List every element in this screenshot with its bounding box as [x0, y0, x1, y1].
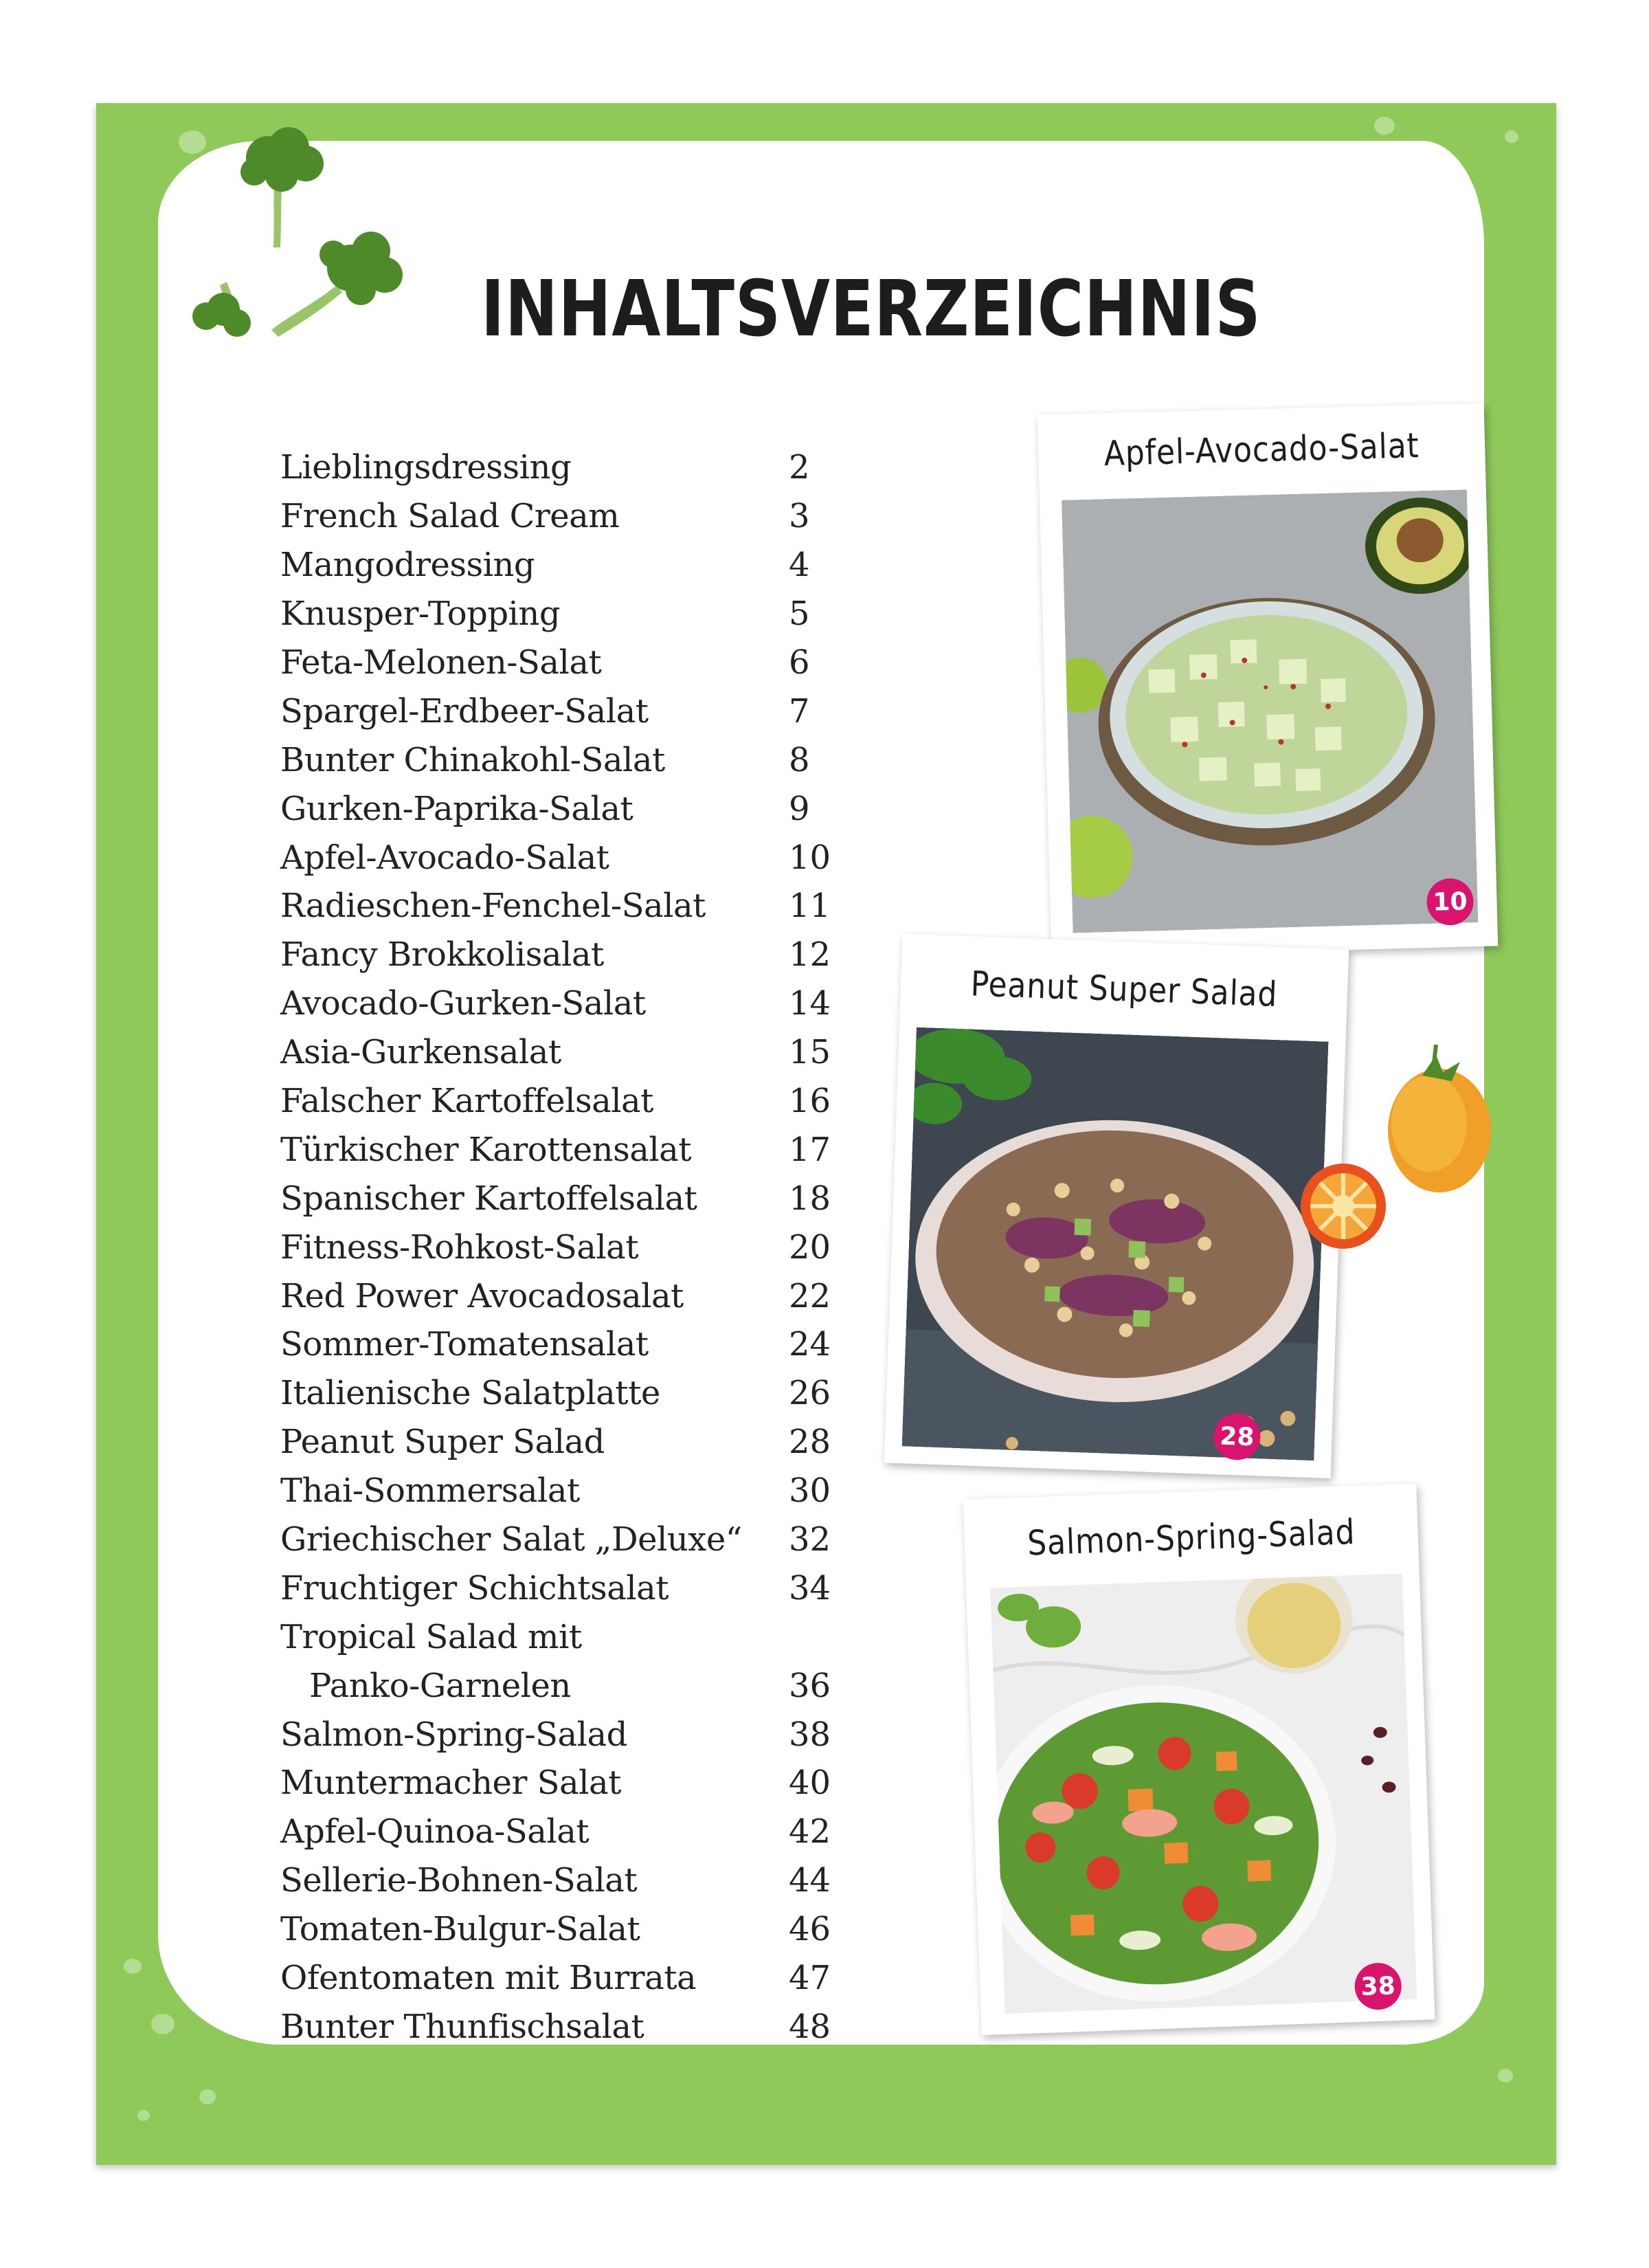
toc-title: Apfel-Avocado-Salat: [280, 838, 609, 877]
broccoli-illustration: [186, 110, 440, 371]
toc-title: Sellerie-Bohnen-Salat: [280, 1861, 638, 1900]
toc-title: Lieblingsdressing: [280, 448, 572, 487]
toc-title: Gurken-Paprika-Salat: [280, 789, 633, 828]
toc-title: Red Power Avocadosalat: [280, 1276, 684, 1315]
toc-page: 9: [789, 789, 810, 828]
toc-title: Tomaten-Bulgur-Salat: [280, 1910, 640, 1949]
toc-row[interactable]: [280, 735, 837, 784]
toc-row[interactable]: [280, 1905, 837, 1954]
peanut-salad-photo: [902, 1027, 1329, 1461]
page-badge: 28: [1213, 1412, 1261, 1460]
toc-row[interactable]: [280, 541, 837, 590]
toc-row[interactable]: [280, 638, 837, 687]
toc-row[interactable]: [280, 1710, 837, 1759]
toc-page: 15: [789, 1033, 831, 1072]
toc-page: 16: [789, 1082, 831, 1121]
toc-page: 26: [789, 1374, 831, 1413]
toc-page: 5: [789, 594, 810, 634]
page-badge: 10: [1426, 878, 1474, 926]
page-title: INHALTSVERZEICHNIS: [481, 265, 1261, 354]
toc-row[interactable]: [280, 1954, 837, 2003]
toc-page: 6: [789, 643, 810, 682]
toc-page: 18: [789, 1179, 831, 1218]
toc-row[interactable]: [280, 1223, 837, 1271]
toc-page: 12: [789, 935, 831, 975]
tomato-illustration: [1295, 1027, 1501, 1254]
toc-row[interactable]: [280, 590, 837, 638]
toc-title: Italienische Salatplatte: [280, 1374, 660, 1413]
toc-title: Bunter Chinakohl-Salat: [280, 740, 665, 779]
toc-title: Apfel-Quinoa-Salat: [280, 1812, 590, 1852]
toc-row[interactable]: [280, 1271, 837, 1320]
toc-title: Griechischer Salat „Deluxe“: [280, 1520, 742, 1559]
toc-page: 44: [789, 1861, 831, 1900]
toc-title: Bunter Thunfischsalat: [280, 2007, 644, 2046]
toc-row[interactable]: [280, 687, 837, 735]
toc-row[interactable]: [280, 1418, 837, 1467]
card-caption: Apfel-Avocado-Salat: [1103, 425, 1420, 474]
toc-row[interactable]: [280, 492, 837, 541]
recipe-card-salmon[interactable]: [963, 1484, 1435, 2036]
toc-page: 46: [789, 1910, 831, 1949]
toc-title: Panko-Garnelen: [309, 1666, 571, 1705]
toc-row[interactable]: [280, 1174, 837, 1223]
card-caption: Peanut Super Salad: [969, 964, 1279, 1014]
toc-page: 17: [789, 1130, 831, 1169]
toc-page: 42: [789, 1812, 831, 1852]
toc-row-continuation[interactable]: [280, 1661, 837, 1710]
toc-title: Feta-Melonen-Salat: [280, 643, 602, 682]
recipe-card-apple-avocado[interactable]: [1037, 403, 1498, 958]
toc-page: 10: [789, 838, 831, 877]
toc-title: Salmon-Spring-Salad: [280, 1715, 627, 1754]
toc-title: Avocado-Gurken-Salat: [280, 984, 646, 1023]
toc-page: 38: [789, 1715, 831, 1754]
toc-page: 11: [789, 887, 831, 926]
toc-row[interactable]: [280, 1515, 837, 1564]
toc-title: Falscher Kartoffelsalat: [280, 1082, 653, 1121]
toc-title: Muntermacher Salat: [280, 1764, 621, 1803]
toc-title: Tropical Salad mit: [280, 1617, 582, 1656]
toc-title: Sommer-Tomatensalat: [280, 1325, 649, 1364]
toc-row[interactable]: [280, 1467, 837, 1515]
toc-row[interactable]: [280, 931, 837, 979]
toc-page: 34: [789, 1568, 831, 1608]
toc-page: 32: [789, 1520, 831, 1559]
toc-page: 3: [789, 497, 810, 536]
toc-row[interactable]: [280, 784, 837, 833]
recipe-card-peanut[interactable]: [884, 934, 1349, 1478]
toc-title: Fruchtiger Schichtsalat: [280, 1568, 669, 1608]
toc-page: 30: [789, 1471, 831, 1511]
toc-title: Ofentomaten mit Burrata: [280, 1959, 697, 1998]
toc-page: 22: [789, 1276, 831, 1315]
toc-row[interactable]: [280, 1320, 837, 1369]
toc-row[interactable]: [280, 882, 837, 931]
toc-page: 24: [789, 1325, 831, 1364]
toc-title: Knusper-Topping: [280, 594, 561, 634]
toc-title: Peanut Super Salad: [280, 1423, 605, 1462]
toc-page: 36: [789, 1666, 831, 1705]
toc-page: 2: [789, 448, 810, 487]
toc-row[interactable]: [280, 1612, 837, 1661]
toc-title: Radieschen-Fenchel-Salat: [280, 887, 706, 926]
toc-title: Spanischer Kartoffelsalat: [280, 1179, 697, 1218]
page-badge: 38: [1354, 1962, 1402, 2010]
table-of-contents: [280, 443, 837, 2051]
toc-row[interactable]: [280, 1125, 837, 1174]
toc-page: 8: [789, 740, 810, 779]
toc-page: 28: [789, 1423, 831, 1462]
toc-title: Asia-Gurkensalat: [280, 1033, 561, 1072]
toc-page: 4: [789, 546, 810, 585]
toc-title: Fitness-Rohkost-Salat: [280, 1227, 639, 1267]
toc-row[interactable]: [280, 1856, 837, 1905]
toc-row[interactable]: [280, 1808, 837, 1856]
toc-row[interactable]: [280, 1564, 837, 1612]
toc-title: Fancy Brokkolisalat: [280, 935, 604, 975]
toc-row[interactable]: [280, 979, 837, 1028]
toc-row[interactable]: [280, 833, 837, 882]
toc-row[interactable]: [280, 1369, 837, 1418]
toc-row[interactable]: [280, 443, 837, 492]
toc-page: 47: [789, 1959, 831, 1998]
salmon-salad-photo: [990, 1574, 1417, 2014]
toc-row[interactable]: [280, 1028, 837, 1077]
card-caption: Salmon-Spring-Salad: [1027, 1511, 1356, 1564]
toc-page: 7: [789, 691, 810, 731]
apple-avocado-salad-photo: [1062, 489, 1478, 933]
toc-page: 14: [789, 984, 831, 1023]
toc-row[interactable]: [280, 1077, 837, 1126]
toc-title: Spargel-Erdbeer-Salat: [280, 691, 649, 731]
toc-title: Thai-Sommersalat: [280, 1471, 580, 1511]
toc-page: 48: [789, 2007, 831, 2046]
toc-title: Mangodressing: [280, 546, 535, 585]
toc-title: Türkischer Karottensalat: [280, 1130, 692, 1169]
toc-page: 40: [789, 1764, 831, 1803]
toc-title: French Salad Cream: [280, 497, 620, 536]
toc-page: 20: [789, 1227, 831, 1267]
toc-row[interactable]: [280, 1759, 837, 1808]
toc-row[interactable]: [280, 2003, 837, 2052]
